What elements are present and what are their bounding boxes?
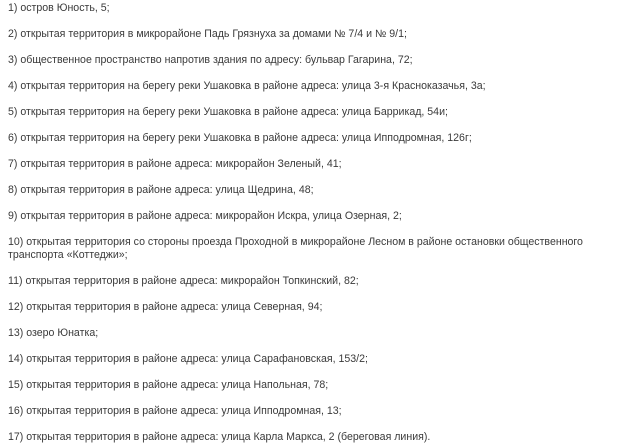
list-item-15: 15) открытая территория в районе адреса: улица Напольная, 78; (8, 379, 329, 391)
list-item-2: 2) открытая территория в микрорайоне Падь Грязнуха за домами № 7/4 и № 9/1; (8, 28, 407, 40)
list-item-6: 6) открытая территория на берегу реки Ушаковка в районе адреса: улица Ипподромная, 126г; (8, 132, 472, 144)
list-item-9: 9) открытая территория в районе адреса: микрорайон Искра, улица Озерная, 2; (8, 210, 402, 222)
list-item-14: 14) открытая территория в районе адреса: улица Сарафановская, 153/2; (8, 353, 368, 365)
document-list (8, 2, 614, 444)
list-item-5: 5) открытая территория на берегу реки Ушаковка в районе адреса: улица Баррикад, 54и; (8, 106, 448, 118)
list-item-12: 12) открытая территория в районе адреса: улица Северная, 94; (8, 301, 323, 313)
list-item-4: 4) открытая территория на берегу реки Ушаковка в районе адреса: улица 3-я Красноказачья, 3а; (8, 80, 486, 92)
list-item-7: 7) открытая территория в районе адреса: микрорайон Зеленый, 41; (8, 158, 342, 170)
list-item-10: 10) открытая территория со стороны проезда Проходной в микрорайоне Лесном в районе остановки общественного транспорта «Коттеджи»; (8, 236, 583, 261)
list-item-11: 11) открытая территория в районе адреса: микрорайон Топкинский, 82; (8, 275, 359, 287)
list-item-17: 17) открытая территория в районе адреса: улица Карла Маркса, 2 (береговая линия). (8, 431, 431, 443)
list-item-8: 8) открытая территория в районе адреса: улица Щедрина, 48; (8, 184, 314, 196)
list-item-3: 3) общественное пространство напротив здания по адресу: бульвар Гагарина, 72; (8, 54, 413, 66)
list-item-16: 16) открытая территория в районе адреса: улица Ипподромная, 13; (8, 405, 342, 417)
list-item-1: 1) остров Юность, 5; (8, 2, 110, 14)
list-item-13: 13) озеро Юнатка; (8, 327, 99, 339)
